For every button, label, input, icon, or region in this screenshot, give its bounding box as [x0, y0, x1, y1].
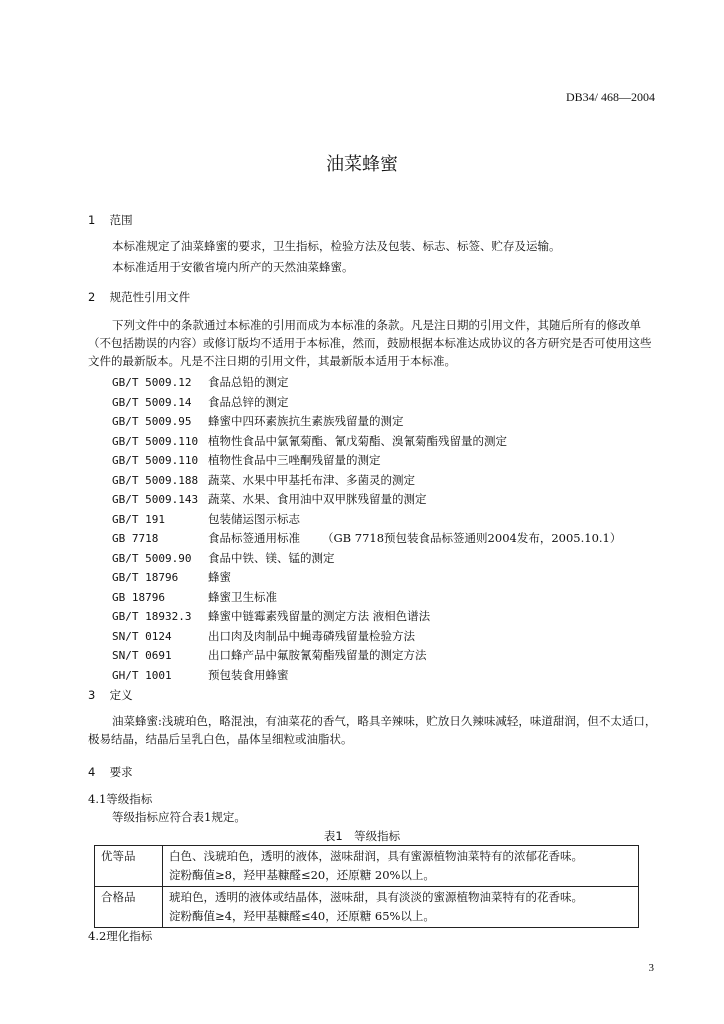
grade-cell: 优等品	[95, 846, 163, 887]
subsection-heading-grade: 4.1等级指标	[88, 792, 153, 806]
reference-name: 蜂蜜	[208, 570, 231, 584]
reference-name: 蜂蜜卫生标准	[208, 589, 277, 604]
reference-code: SN/T 0124	[112, 629, 172, 643]
reference-code: GB/T 5009.188	[112, 473, 199, 487]
section-title: 范围	[109, 213, 133, 227]
reference-item	[112, 588, 621, 608]
reference-name: 预包装食用蜂蜜	[208, 667, 289, 682]
section-heading-scope	[88, 212, 133, 228]
reference-code: GB/T 5009.95	[112, 415, 192, 428]
reference-name: 食品中铁、镁、锰的测定	[208, 550, 335, 565]
section-title: 要求	[109, 765, 133, 779]
subsection-heading-physicochemical: 4.2理化指标	[88, 929, 153, 943]
reference-item	[112, 373, 621, 393]
table-caption: 表1 等级指标	[323, 829, 401, 843]
section-heading-definitions	[88, 687, 133, 703]
reference-name: 食品标签通用标准	[208, 531, 300, 545]
reference-name: 食品总铅的测定	[208, 375, 289, 389]
section-heading-requirements	[88, 764, 133, 780]
reference-item	[112, 451, 621, 471]
definitions-paragraph: 油菜蜂蜜:浅琥珀色，略混浊，有油菜花的香气，略具辛辣味，贮放日久辣味减轻，味道甜润，但不太适口，极易结晶，结晶后呈乳白色，晶体呈细粒或油脂状。	[88, 714, 657, 746]
table-row	[95, 887, 639, 928]
reference-code: GB/T 18796	[112, 571, 179, 584]
references-intro: 下列文件中的条款通过本标准的引用而成为本标准的条款。凡是注日期的引用文件，其随后所有的修改单（不包括勘误的内容）或修订版均不适用于本标准，然而，鼓励根据本标准达成协议的各方研究是否可使用这些文件的最新版本。凡是不注日期的引用文件，其最新版本适用于本标准。	[88, 318, 652, 368]
reference-item	[112, 510, 621, 530]
grade-requirement-text: 等级指标应符合表1规定。	[112, 810, 246, 824]
page-number: 3	[648, 962, 654, 974]
reference-code: GB/T 5009.110	[112, 454, 199, 467]
grade-cell: 合格品	[95, 887, 163, 928]
section-number: 2	[88, 290, 96, 304]
reference-name: 蜂蜜中链霉素残留量的测定方法 液相色谱法	[208, 609, 431, 623]
description-line: 琥珀色，透明的液体或结晶体，滋味甜，具有淡淡的蜜源植物油菜特有的花香味。	[169, 890, 583, 904]
reference-item	[112, 490, 621, 510]
section-number: 3	[88, 688, 96, 702]
grade-table	[94, 845, 639, 928]
reference-code: GB/T 18932.3	[112, 610, 192, 623]
reference-item	[112, 627, 621, 647]
reference-item	[112, 412, 621, 432]
scope-paragraph-1: 本标准规定了油菜蜂蜜的要求，卫生指标，检验方法及包装、标志、标签、贮存及运输。	[112, 239, 561, 253]
reference-item	[112, 432, 621, 452]
reference-name: 植物性食品中氯氰菊酯、氰戊菊酯、溴氰菊酯残留量的测定	[208, 433, 507, 448]
reference-code: GB 18796	[112, 590, 165, 604]
reference-name: 食品总锌的测定	[208, 394, 289, 409]
reference-code: GB 7718	[112, 532, 159, 545]
reference-name: 蔬菜、水果中甲基托布津、多菌灵的测定	[208, 472, 415, 487]
reference-code: GB/T 5009.12	[112, 376, 192, 389]
scope-paragraph-2: 本标准适用于安徽省境内所产的天然油菜蜂蜜。	[112, 260, 354, 274]
reference-code: GH/T 1001	[112, 668, 172, 682]
standard-code: DB34/ 468—2004	[565, 90, 655, 104]
reference-code: GB/T 191	[112, 512, 165, 526]
reference-name: 出口蜂产品中氟胺氰菊酯残留量的测定方法	[208, 648, 427, 662]
reference-code: GB/T 5009.110	[112, 434, 199, 448]
reference-name: 包装储运图示标志	[208, 511, 300, 526]
description-line: 淀粉酶值≥4，羟甲基糠醛≤40，还原糖 65%以上。	[169, 909, 435, 923]
reference-list	[112, 373, 621, 685]
description-line: 白色、浅琥珀色，透明的液体，滋味甜润，具有蜜源植物油菜特有的浓郁花香味。	[169, 849, 583, 863]
section-number: 4	[88, 765, 96, 779]
reference-code: SN/T 0691	[112, 649, 172, 662]
page-title: 油菜蜂蜜	[326, 154, 398, 175]
reference-item	[112, 393, 621, 413]
section-title: 规范性引用文件	[109, 290, 191, 304]
reference-name: 出口肉及肉制品中蝇毒磷残留量检验方法	[208, 628, 415, 643]
reference-item	[112, 646, 621, 666]
reference-item	[112, 471, 621, 491]
reference-name: 蔬菜、水果、食用油中双甲脒残留量的测定	[208, 492, 427, 506]
reference-item	[112, 529, 621, 549]
reference-name: 植物性食品中三唑酮残留量的测定	[208, 453, 381, 467]
grade-description-cell	[163, 846, 639, 887]
section-title: 定义	[109, 688, 133, 702]
grade-description-cell	[163, 887, 639, 928]
table-row	[95, 846, 639, 887]
reference-item	[112, 568, 621, 588]
description-line: 淀粉酶值≥8，羟甲基糠醛≤20，还原糖 20%以上。	[169, 868, 435, 882]
section-number: 1	[88, 213, 96, 227]
reference-note: （GB 7718预包装食品标签通则2004发布，2005.10.1）	[322, 531, 622, 545]
section-heading-references	[88, 289, 190, 305]
reference-code: GB/T 5009.143	[112, 493, 199, 506]
reference-item	[112, 607, 621, 627]
reference-item	[112, 666, 621, 686]
reference-code: GB/T 5009.14	[112, 395, 192, 409]
reference-name: 蜂蜜中四环素族抗生素族残留量的测定	[208, 414, 404, 428]
reference-item	[112, 549, 621, 569]
reference-code: GB/T 5009.90	[112, 551, 192, 565]
